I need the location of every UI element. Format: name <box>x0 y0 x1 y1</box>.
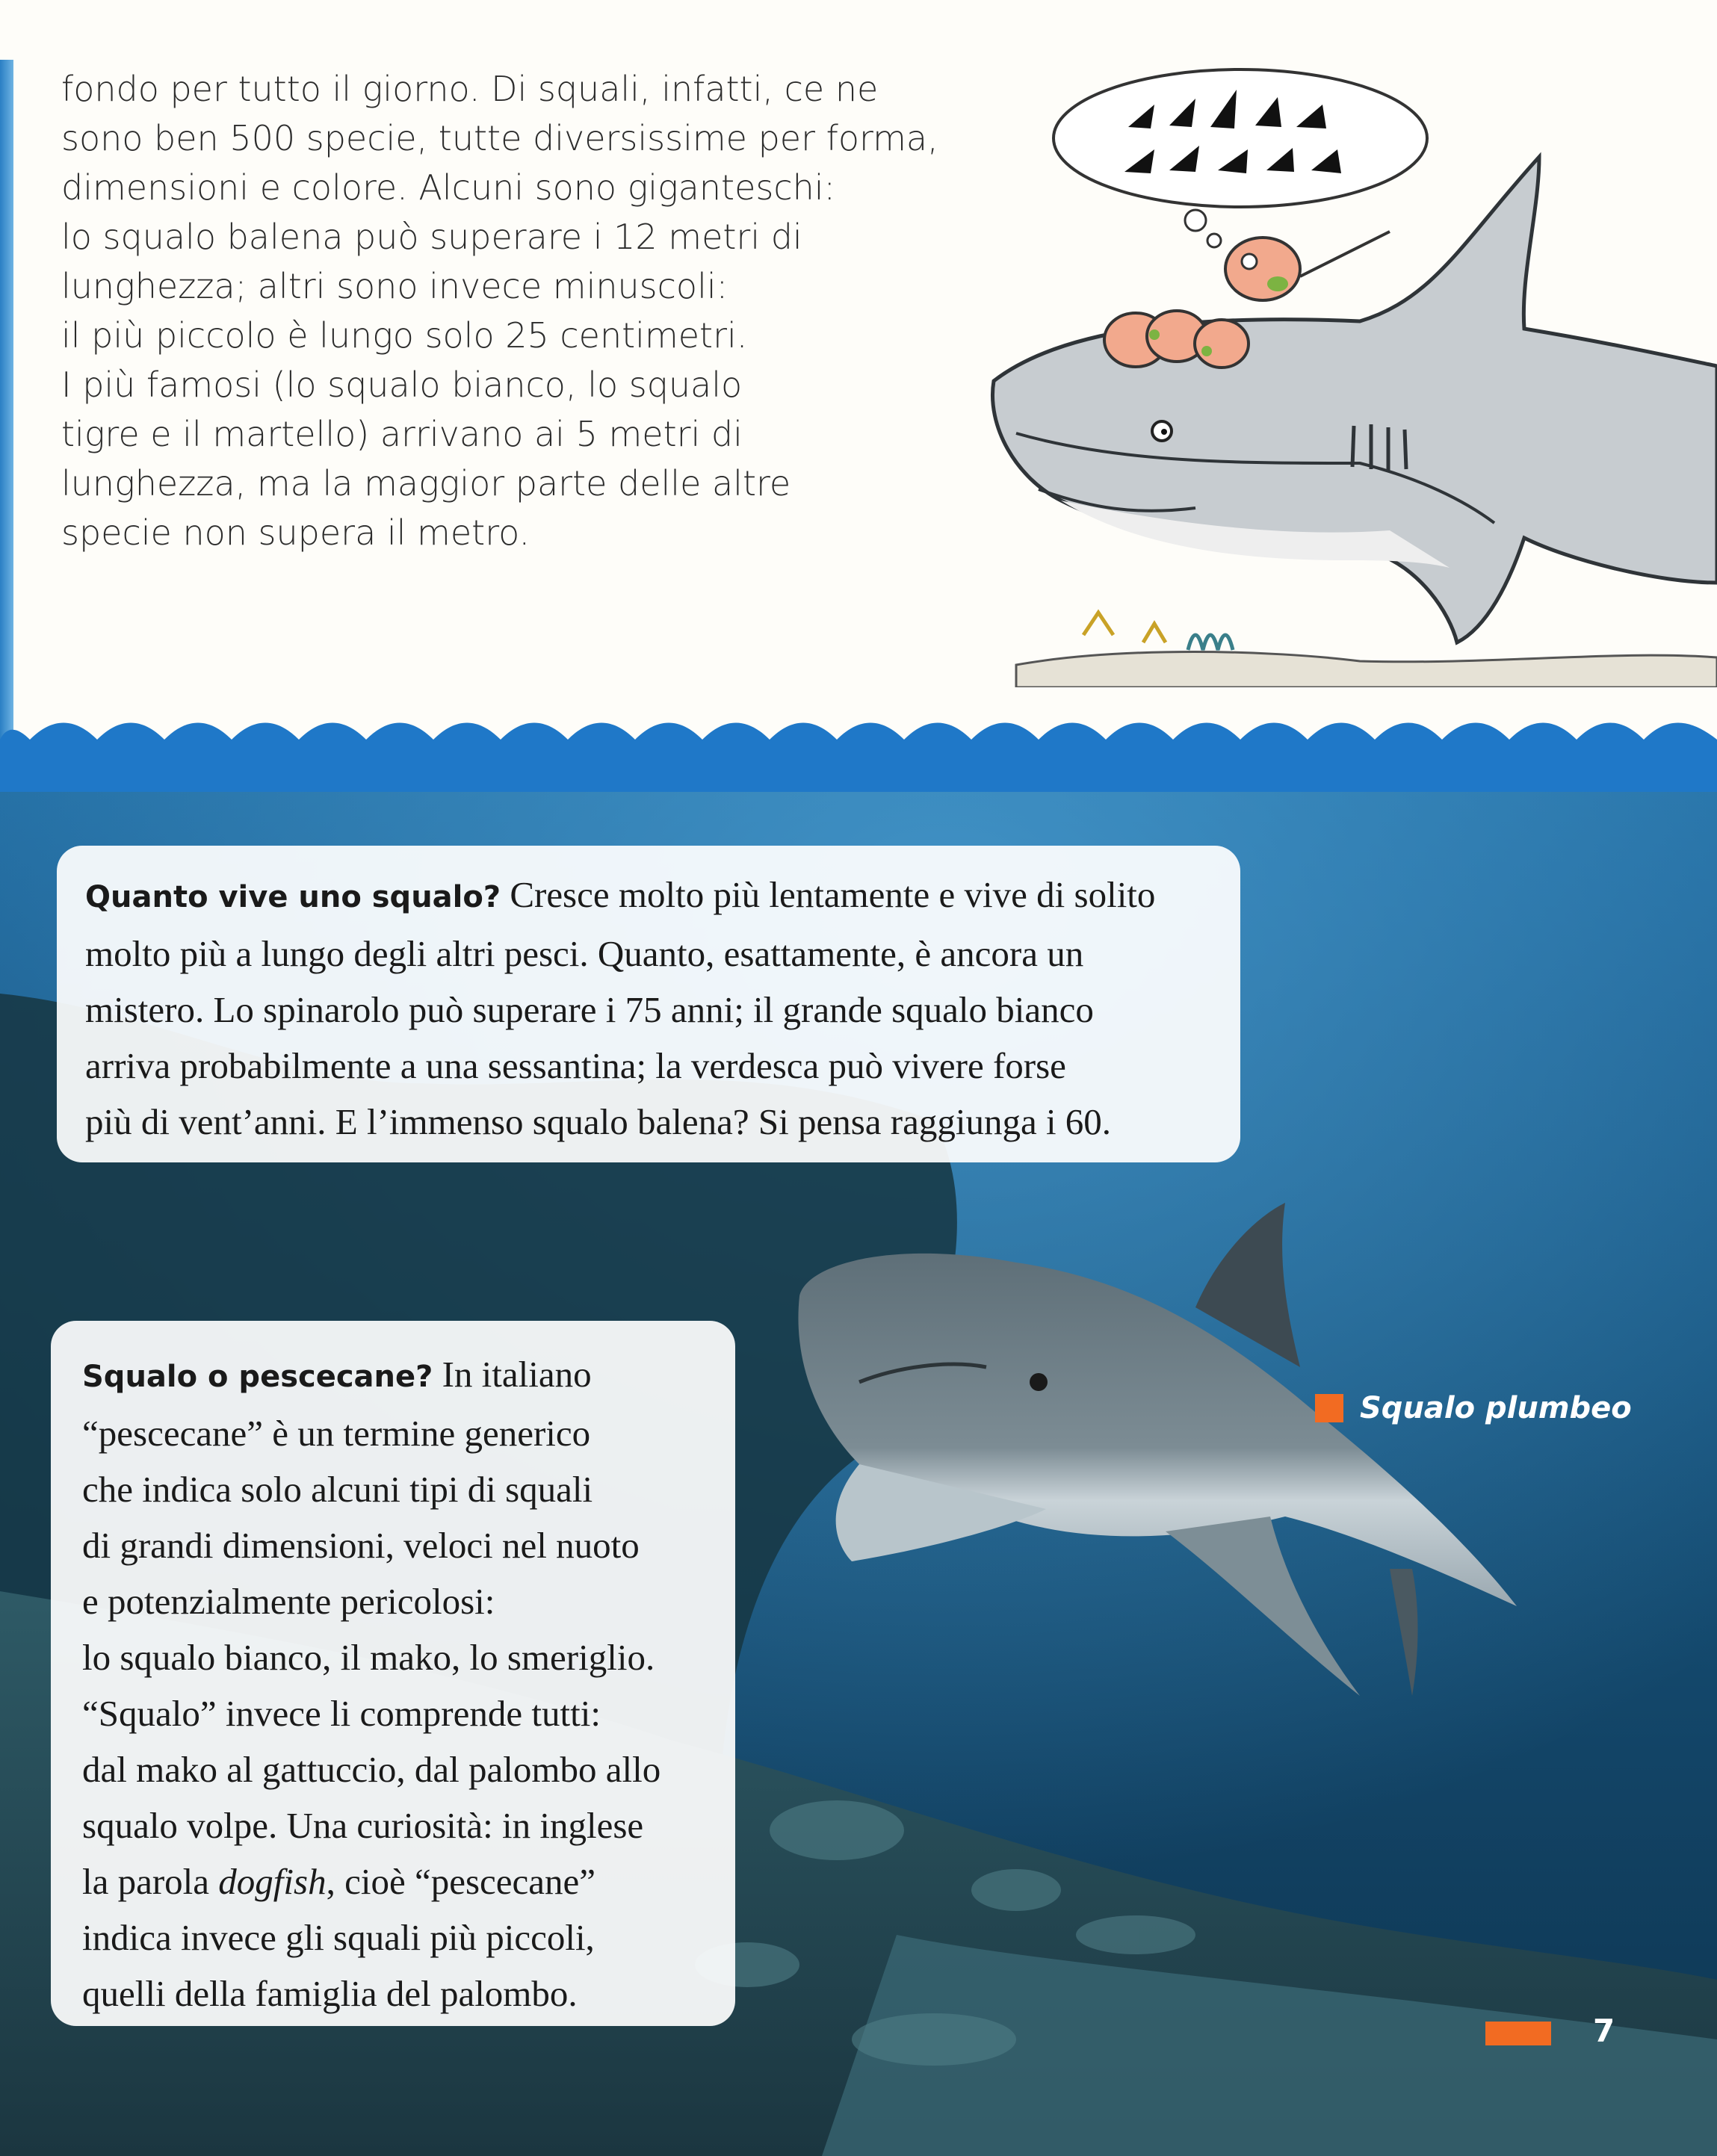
dogfish-line-pre: la parola <box>82 1861 219 1902</box>
intro-line: tigre e il martello) arrivano ai 5 metri di <box>61 414 743 454</box>
intro-line: il più piccolo è lungo solo 25 centimetri. <box>61 315 748 356</box>
pescecane-line: “pescecane” è un termine generico <box>82 1413 591 1454</box>
page-number: 7 <box>1593 2013 1615 2049</box>
wave-band <box>0 695 1717 792</box>
intro-line: fondo per tutto il giorno. Di squali, infatti, ce ne <box>61 69 879 109</box>
lifespan-line: molto più a lungo degli altri pesci. Quanto, esattamente, è ancora un <box>85 933 1084 974</box>
lifespan-first-line-text: Cresce molto più lentamente e vive di solito <box>501 874 1156 915</box>
pescecane-heading: Squalo o pescecane? <box>82 1360 433 1394</box>
sea-floor <box>1016 613 1717 687</box>
pescecane-line: di grandi dimensioni, veloci nel nuoto <box>82 1525 640 1566</box>
caption-bullet <box>1315 1394 1343 1422</box>
photo-caption <box>1315 1391 1632 1425</box>
lifespan-heading: Quanto vive uno squalo? <box>85 880 501 914</box>
lifespan-line: mistero. Lo spinarolo può superare i 75 anni; il grande squalo bianco <box>85 989 1094 1030</box>
left-blue-edge <box>0 60 13 792</box>
pescecane-first-line <box>82 1346 713 1405</box>
cartoon-shark <box>992 157 1717 642</box>
pescecane-line: indica invece gli squali più piccoli, <box>82 1917 595 1958</box>
intro-line: lo squalo balena può superare i 12 metri di <box>61 217 802 257</box>
cartoon-shark-illustration <box>971 45 1717 687</box>
pescecane-line: quelli della famiglia del palombo. <box>82 1973 578 2014</box>
pescecane-line: e potenzialmente pericolosi: <box>82 1581 495 1622</box>
intro-line: lunghezza; altri sono invece minuscoli: <box>61 266 728 306</box>
page-number-bar <box>1485 2022 1551 2045</box>
pescecane-line: lo squalo bianco, il mako, lo smeriglio. <box>82 1637 655 1678</box>
intro-line: specie non supera il metro. <box>61 512 530 553</box>
lifespan-line: più di vent’anni. E l’immenso squalo balena? Si pensa raggiunga i 60. <box>85 1101 1112 1142</box>
thought-bubble <box>1054 69 1427 247</box>
info-box-lifespan <box>57 846 1240 1162</box>
intro-line: dimensioni e colore. Alcuni sono giganteschi: <box>61 167 836 208</box>
intro-line: I più famosi (lo squalo bianco, lo squalo <box>61 365 743 405</box>
intro-line: sono ben 500 specie, tutte diversissime per forma, <box>61 118 938 158</box>
pescecane-dogfish-line <box>82 1853 713 1909</box>
dogfish-line-post: , cioè “pescecane” <box>326 1861 596 1902</box>
pescecane-line: “Squalo” invece li comprende tutti: <box>82 1693 601 1734</box>
dogfish-word: dogfish <box>218 1861 327 1902</box>
caption-text: Squalo plumbeo <box>1360 1391 1632 1425</box>
lifespan-first-line <box>85 867 1210 926</box>
intro-line: lunghezza, ma la maggior parte delle altre <box>61 463 791 504</box>
lifespan-line: arriva probabilmente a una sessantina; la verdesca può vivere forse <box>85 1045 1066 1086</box>
intro-paragraph <box>61 64 1048 557</box>
pescecane-line: squalo volpe. Una curiosità: in inglese <box>82 1805 644 1846</box>
info-box-pescecane <box>51 1321 735 2026</box>
pescecane-line: dal mako al gattuccio, dal palombo allo <box>82 1749 661 1790</box>
pescecane-line: che indica solo alcuni tipi di squali <box>82 1469 593 1510</box>
pescecane-first-line-text: In italiano <box>433 1354 592 1395</box>
